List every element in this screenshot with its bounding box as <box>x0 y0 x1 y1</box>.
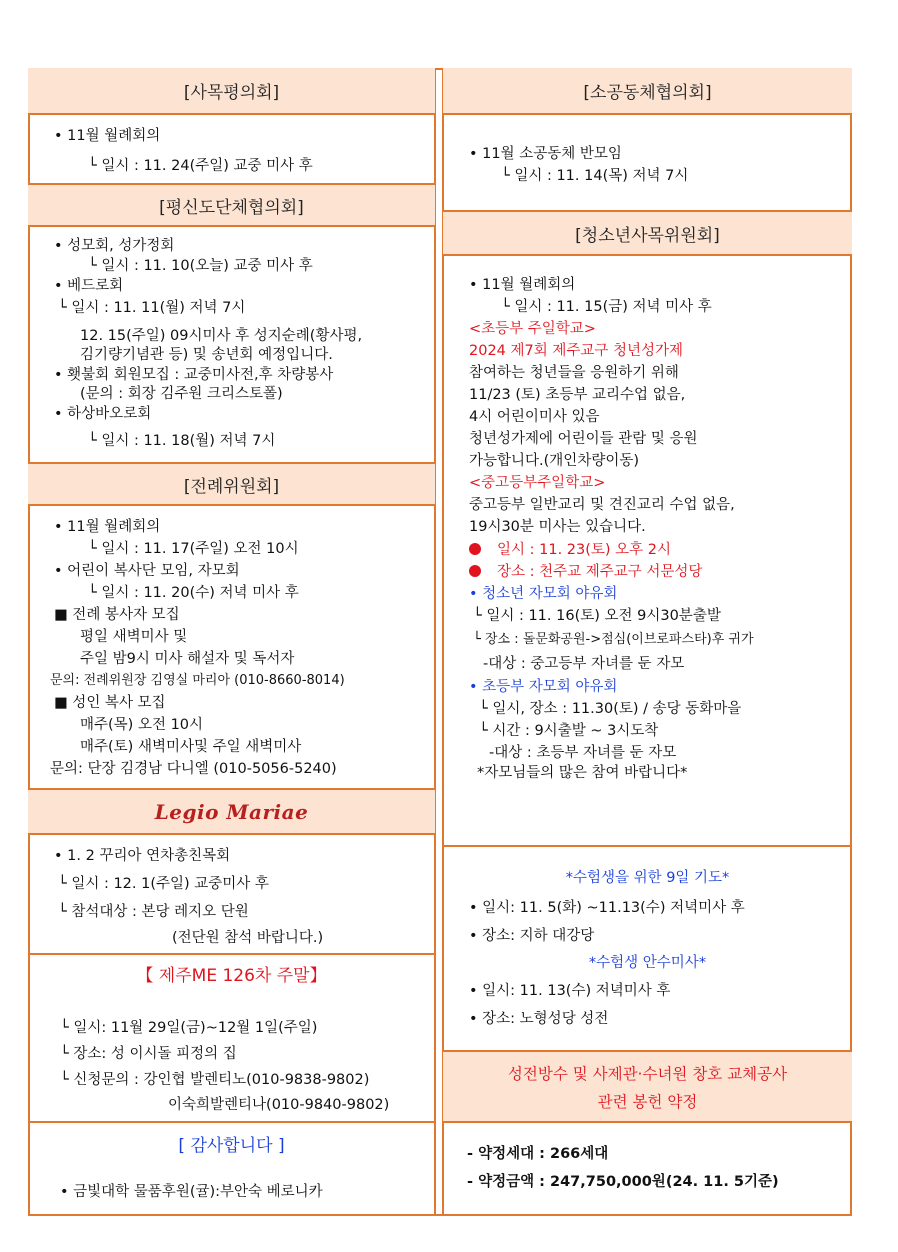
list-item: 2024 제7회 제주교구 청년성가제 <box>469 343 684 359</box>
pledge-title-line2: 관련 봉헌 약정 <box>597 1092 698 1111</box>
list-item: • 11월 월례회의 <box>54 519 161 535</box>
list-item: <중고등부주일학교> <box>469 475 606 491</box>
liturgy-committee-header <box>28 464 435 506</box>
list-item: 12. 15(주일) 09시미사 후 성지순례(황사평, <box>80 328 363 344</box>
list-item: 이숙희발렌티나(010-9840-9802) <box>168 1097 390 1113</box>
list-item: 주일 밤9시 미사 해설자 및 독서자 <box>80 651 295 667</box>
section-title: [ 감사합니다 ] <box>178 1136 285 1156</box>
list-item: └ 일시 : 11. 18(월) 저녁 7시 <box>88 433 276 449</box>
list-item: └ 참석대상 : 본당 레지오 단원 <box>58 904 249 920</box>
list-item: └ 일시 : 11. 24(주일) 교중 미사 후 <box>88 158 313 174</box>
event-place: 장소 : 천주교 제주교구 서문성당 <box>497 564 703 580</box>
section-title: *수험생을 위한 9일 기도* <box>565 870 730 886</box>
list-item: • 일시: 11. 13(수) 저녁미사 후 <box>469 983 671 999</box>
list-item: └ 일시 : 11. 14(목) 저녁 7시 <box>501 168 689 184</box>
section-title: [사목평의회] <box>183 83 280 103</box>
youth-committee-header <box>443 212 852 256</box>
list-item: ■ 성인 복사 모집 <box>54 695 166 711</box>
list-item: 청년성가제에 어린이들 관람 및 응원 <box>469 431 698 447</box>
pledge-header <box>443 1052 852 1123</box>
laity-council-header <box>28 185 435 227</box>
list-item: • 금빛대학 물품후원(귤):부안숙 베로니카 <box>60 1184 323 1200</box>
list-item: └ 일시 : 11. 11(월) 저녁 7시 <box>58 300 246 316</box>
section-title: Legio Mariae <box>154 799 309 824</box>
list-item: 19시30분 미사는 있습니다. <box>469 519 646 535</box>
list-item: • 11월 소공동체 반모임 <box>469 146 622 162</box>
section-title: [전례위원회] <box>183 476 280 497</box>
list-item: └ 일시, 장소 : 11.30(토) / 송당 동화마을 <box>479 701 742 717</box>
list-item: 11/23 (토) 초등부 교리수업 없음, <box>469 387 686 403</box>
section-title: 【 제주ME 126차 주말】 <box>136 966 327 986</box>
section-title: [청소년사목위원회] <box>575 225 720 246</box>
list-item: • 초등부 자모회 야유회 <box>469 679 618 695</box>
list-item: • 청소년 자모회 야유회 <box>469 586 618 602</box>
exam-prayer-section <box>443 847 852 1052</box>
section-title: [소공동체협의회] <box>583 83 712 103</box>
list-item: └ 일시: 11월 29일(금)~12월 1일(주일) <box>60 1020 318 1036</box>
list-item: • 하상바오로회 <box>54 406 152 422</box>
list-item: 김기량기념관 등) 및 송년회 예정입니다. <box>80 347 333 363</box>
pledge-amount: - 약정금액 : 247,750,000원(24. 11. 5기준) <box>467 1174 779 1190</box>
list-item: 평일 새벽미사 및 <box>80 629 188 645</box>
list-item: └ 장소 : 돌문화공원->점심(이브로파스타)후 귀가 <box>473 632 754 647</box>
list-item: 매주(토) 새벽미사및 주일 새벽미사 <box>80 739 302 755</box>
legio-mariae-section <box>28 835 435 955</box>
list-item: 중고등부 일반교리 및 견진교리 수업 없음, <box>469 497 735 513</box>
list-item: *자모님들의 많은 참여 바랍니다* <box>477 765 688 781</box>
pledge-section <box>443 1123 852 1216</box>
red-dot-icon <box>469 565 481 577</box>
list-item: └ 일시 : 11. 15(금) 저녁 미사 후 <box>501 299 712 315</box>
list-item: • 성모회, 성가정회 <box>54 238 175 254</box>
pastoral-council-header <box>28 68 435 115</box>
list-item: 참여하는 청년들을 응원하기 위해 <box>469 365 679 381</box>
list-item <box>469 541 671 559</box>
list-item: (전단원 참석 바랍니다.) <box>172 930 324 946</box>
laity-council-section <box>28 227 435 464</box>
pastoral-council-section <box>28 115 435 185</box>
thanks-section <box>28 1123 435 1216</box>
section-title: *수험생 안수미사* <box>588 955 707 971</box>
list-item: • 11월 월례회의 <box>54 128 161 144</box>
section-title: [평신도단체협의회] <box>159 197 304 218</box>
list-item: • 베드로회 <box>54 278 124 294</box>
small-community-header <box>443 68 852 115</box>
list-item: -대상 : 초등부 자녀를 둔 자모 <box>489 745 677 761</box>
list-item: └ 시간 : 9시출발 ~ 3시도착 <box>479 723 659 739</box>
pledge-title-line1: 성전방수 및 사제관·수녀원 창호 교체공사 <box>507 1064 788 1083</box>
list-item: └ 일시 : 11. 10(오늘) 교중 미사 후 <box>88 258 313 274</box>
event-date: 일시 : 11. 23(토) 오후 2시 <box>497 542 672 558</box>
list-item <box>469 563 702 581</box>
list-item: • 어린이 복사단 모임, 자모회 <box>54 563 240 579</box>
list-item: • 장소: 노형성당 성전 <box>469 1011 609 1027</box>
list-item: 4시 어린이미사 있음 <box>469 409 600 425</box>
list-item: • 횃불회 회원모집 : 교중미사전,후 차량봉사 <box>54 367 334 383</box>
list-item: • 11월 월례회의 <box>469 277 576 293</box>
contact-line: 문의: 전례위원장 김영실 마리아 (010-8660-8014) <box>50 673 345 688</box>
list-item: • 장소: 지하 대강당 <box>469 928 595 944</box>
list-item: • 1. 2 꾸리아 연차총친목회 <box>54 848 231 864</box>
pledge-households: - 약정세대 : 266세대 <box>467 1146 609 1162</box>
list-item: • 일시: 11. 5(화) ~11.13(수) 저녁미사 후 <box>469 900 745 916</box>
list-item: (문의 : 회장 김주원 크리스토폴) <box>80 386 283 402</box>
red-dot-icon <box>469 543 481 555</box>
list-item: 매주(목) 오전 10시 <box>80 717 204 733</box>
list-item: └ 일시 : 11. 16(토) 오전 9시30분출발 <box>473 608 721 624</box>
list-item: -대상 : 중고등부 자녀를 둔 자모 <box>483 656 685 672</box>
liturgy-committee-section <box>28 506 435 790</box>
legio-mariae-header <box>28 790 435 835</box>
list-item: └ 신청문의 : 강인협 발렌티노(010-9838-9802) <box>60 1072 370 1088</box>
list-item: └ 장소: 성 이시돌 피정의 집 <box>60 1046 237 1062</box>
youth-committee-section <box>443 256 852 847</box>
list-item: └ 일시 : 12. 1(주일) 교중미사 후 <box>58 876 269 892</box>
contact-line: 문의: 단장 김경남 다니엘 (010-5056-5240) <box>50 761 337 777</box>
list-item: 가능합니다.(개인차량이동) <box>469 453 639 469</box>
list-item: └ 일시 : 11. 20(수) 저녁 미사 후 <box>88 585 299 601</box>
small-community-section <box>443 115 852 212</box>
me-weekend-section <box>28 955 435 1123</box>
list-item: <초등부 주일학교> <box>469 321 596 337</box>
list-item: └ 일시 : 11. 17(주일) 오전 10시 <box>88 541 299 557</box>
list-item: ■ 전례 봉사자 모집 <box>54 607 180 623</box>
